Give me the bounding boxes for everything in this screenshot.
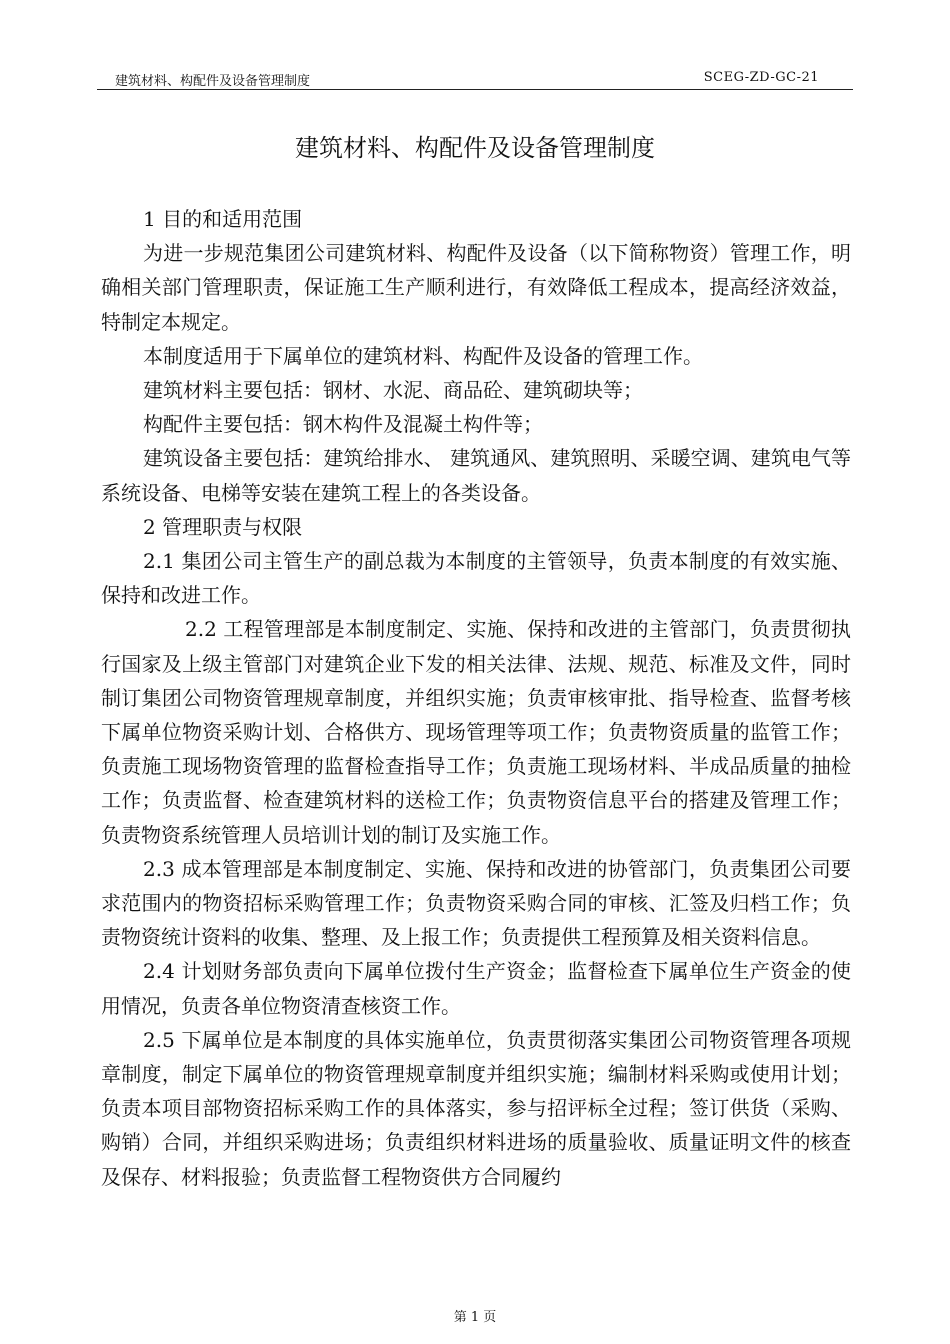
body-paragraph: 本制度适用于下属单位的建筑材料、构配件及设备的管理工作。 (143, 343, 703, 368)
document-title: 建筑材料、构配件及设备管理制度 (295, 134, 655, 162)
body-paragraph: 建筑设备主要包括：建筑给排水、 建筑通风、建筑照明、采暖空调、建筑电气等系统设备、电梯等安装在建筑工程上的各类设备。 (101, 446, 851, 505)
body-paragraph: 2.1 集团公司主管生产的副总裁为本制度的主管领导，负责本制度的有效实施、保持和改进工作。 (101, 549, 851, 608)
body-paragraph: 2.3 成本管理部是本制度制定、实施、保持和改进的协管部门，负责集团公司要求范围内的物资招标采购管理工作；负责物资采购合同的审核、汇签及归档工作；负责物资统计资料的收集、整理、及上报工作；负责提供工程预算及相关资料信息。 (101, 856, 851, 950)
header-doc-code: SCEG-ZD-GC-21 (703, 70, 819, 85)
body-paragraph: 2.5 下属单位是本制度的具体实施单位，负责贯彻落实集团公司物资管理各项规章制度，制定下属单位的物资管理规章制度并组织实施；编制材料采购或使用计划；负责本项目部物资招标采购工作的具体落实，参与招评标全过程；签订供货（采购、购销）合同，并组织采购进场；负责组织材料进场的质量验收、质量证明文件的核查及保存、材料报验；负责监督工程物资供方合同履约 (101, 1027, 851, 1189)
header-doc-name: 建筑材料、构配件及设备管理制度 (115, 74, 311, 89)
body-paragraph: 构配件主要包括：钢木构件及混凝土构件等； (143, 412, 543, 437)
body-paragraph: 建筑材料主要包括：钢材、水泥、商品砼、建筑砌块等； (143, 378, 643, 403)
page-footer: 第 1 页 (453, 1310, 497, 1325)
section-heading: 2 管理职责与权限 (143, 514, 303, 539)
section-heading: 1 目的和适用范围 (143, 207, 303, 231)
body-paragraph: 2.2 工程管理部是本制度制定、实施、保持和改进的主管部门，负责贯彻执行国家及上级主管部门对建筑企业下发的相关法律、法规、规范、标准及文件，同时制订集团公司物资管理规章制度，并组织实施；负责审核审批、指导检查、监督考核下属单位物资采购计划、合格供方、现场管理等项工作；负责物资质量的监管工作；负责施工现场物资管理的监督检查指导工作；负责施工现场材料、半成品质量的抽检工作；负责监督、检查建筑材料的送检工作；负责物资信息平台的搭建及管理工作；负责物资系统管理人员培训计划的制订及实施工作。 (101, 617, 851, 847)
header-divider (97, 89, 853, 90)
body-paragraph: 为进一步规范集团公司建筑材料、构配件及设备（以下简称物资）管理工作，明确相关部门管理职责，保证施工生产顺利进行，有效降低工程成本，提高经济效益，特制定本规定。 (101, 241, 851, 334)
document-body (101, 202, 851, 1194)
body-paragraph: 2.4 计划财务部负责向下属单位拨付生产资金；监督检查下属单位生产资金的使用情况，负责各单位物资清查核资工作。 (101, 959, 851, 1018)
page-header (97, 70, 853, 90)
